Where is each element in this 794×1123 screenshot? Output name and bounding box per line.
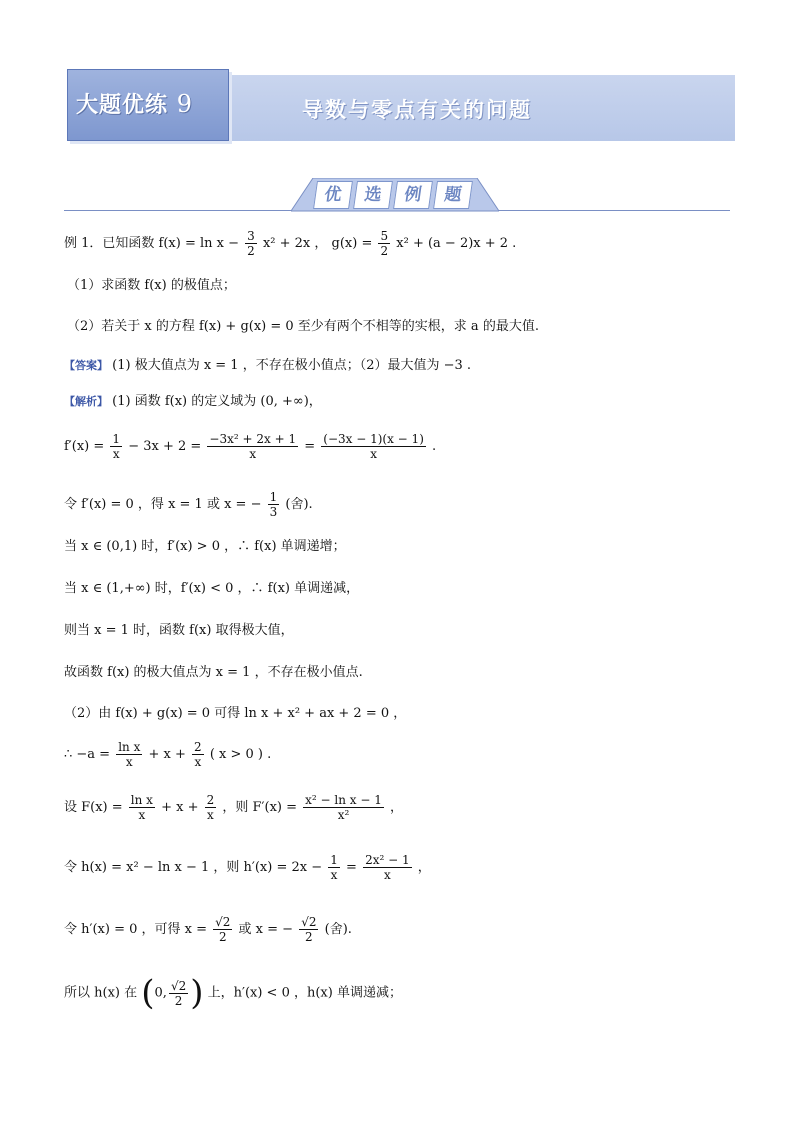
left-paren: ( [141, 973, 155, 1013]
fraction: $\frac{1}{3}$ [269, 490, 278, 519]
fraction: $\frac{\text{ln x}}{x}$ [118, 740, 141, 769]
analysis-line-12: 令 h′(x) = 0 ，可得 x = $\frac{√2}{2}$ 或 x = − $\frac{√2}{2}$ (舍). [64, 915, 352, 944]
problem-statement: 例 1．已知函数 f(x) = ln x − $\frac{3}{2}$ x² + 2x ， g(x) = $\frac{5}{2}$ x² + (a − 2)x + 2 . [64, 229, 517, 258]
analysis-line-13: 所以 h(x) 在 (0, $\frac{√2}{2}$ ) 上，h′(x) < 0 ，h(x) 单调递减； [64, 973, 402, 1013]
title-badge [67, 69, 229, 141]
analysis-line-10: 设 F(x) = $\frac{\text{ln x}}{x}$ + x + $\frac{2}{x}$ ，则 F′(x) = $\frac{\text{x² − ln x − 1}}{\text{x²}}$ ， [64, 793, 404, 822]
fraction: $\frac{3}{2}$ [247, 229, 255, 258]
question-1: （1）求函数 f(x) 的极值点； [67, 278, 236, 293]
fraction: $\frac{√2}{2}$ [301, 915, 317, 944]
analysis-line-6: 则当 x = 1 时，函数 f(x) 取得极大值， [64, 623, 294, 638]
analysis-line-1: 【解析】 (1) 函数 f(x) 的定义域为 (0, +∞)， [64, 394, 322, 409]
title-number: 9 [176, 90, 193, 118]
analysis-tag: 【解析】 [64, 395, 108, 408]
tab-char-1: 优 [313, 181, 353, 209]
title-label: 大题优练 9 [76, 90, 193, 118]
tab-char-2: 选 [353, 181, 393, 209]
answer-text: (1) 极大值点为 x = 1 ，不存在极小值点；（2）最大值为 −3 . [112, 358, 472, 373]
fraction: $\frac{\text{ln x}}{x}$ [130, 793, 153, 822]
analysis-line-8: （2）由 f(x) + g(x) = 0 可得 ln x + x² + ax + 2 = 0 ， [64, 706, 407, 721]
fraction: $\frac{√2}{2}$ [215, 915, 231, 944]
analysis-line-9: ∴ −a = $\frac{\text{ln x}}{x}$ + x + $\frac{2}{x}$ ( x > 0 ) . [64, 740, 272, 769]
analysis-line-3: 令 f′(x) = 0 ，得 x = 1 或 x = − $\frac{1}{3}$ (舍). [64, 490, 313, 519]
fraction: $\frac{(-3x - 1)(x - 1)}{x}$ [323, 432, 424, 461]
section-tab [291, 178, 499, 212]
fraction: $\frac{1}{x}$ [112, 432, 121, 461]
fraction: $\frac{\text{−3x² + 2x + 1}}{x}$ [209, 432, 297, 461]
fraction: $\frac{\text{x² − ln x − 1}}{\text{x²}}$ [305, 793, 382, 822]
fraction: $\frac{5}{2}$ [380, 229, 389, 258]
problem-intro: 例 1．已知函数 [64, 236, 155, 251]
analysis-line-2: f′(x) = $\frac{1}{x}$ − 3x + 2 = $\frac{\text{−3x² + 2x + 1}}{x}$ = $\frac{(-3x - 1)(x - 1)}{x}$ . [64, 432, 437, 461]
answer-line [64, 357, 471, 375]
g-definition: g(x) = [331, 236, 373, 251]
analysis-line-7: 故函数 f(x) 的极大值点为 x = 1 ，不存在极小值点. [64, 665, 363, 680]
fraction: $\frac{\text{2x² − 1}}{x}$ [365, 853, 410, 882]
analysis-line-4: 当 x ∈ (0,1) 时，f′(x) > 0 ，∴ f(x) 单调递增； [64, 539, 346, 554]
fraction: $\frac{1}{x}$ [330, 853, 338, 882]
fraction: $\frac{2}{x}$ [206, 793, 215, 822]
question-2: （2）若关于 x 的方程 f(x) + g(x) = 0 至少有两个不相等的实根，求 a 的最大值. [67, 319, 539, 334]
right-paren: ) [190, 973, 204, 1013]
header-banner [67, 69, 735, 142]
tab-char-4: 题 [433, 181, 473, 209]
fraction: $\frac{2}{x}$ [194, 740, 202, 769]
page-subtitle: 导数与零点有关的问题 [302, 98, 532, 122]
tab-char-3: 例 [393, 181, 433, 209]
analysis-line-5: 当 x ∈ (1,+∞) 时，f′(x) < 0 ，∴ f(x) 单调递减， [64, 581, 360, 596]
answer-tag: 【答案】 [64, 359, 108, 372]
analysis-line-11: 令 h(x) = x² − ln x − 1 ，则 h′(x) = 2x − $\frac{1}{x}$ = $\frac{\text{2x² − 1}}{x}$ ， [64, 853, 431, 882]
f-definition: f(x) = ln x − [158, 236, 240, 251]
fraction: $\frac{√2}{2}$ [170, 978, 187, 1008]
